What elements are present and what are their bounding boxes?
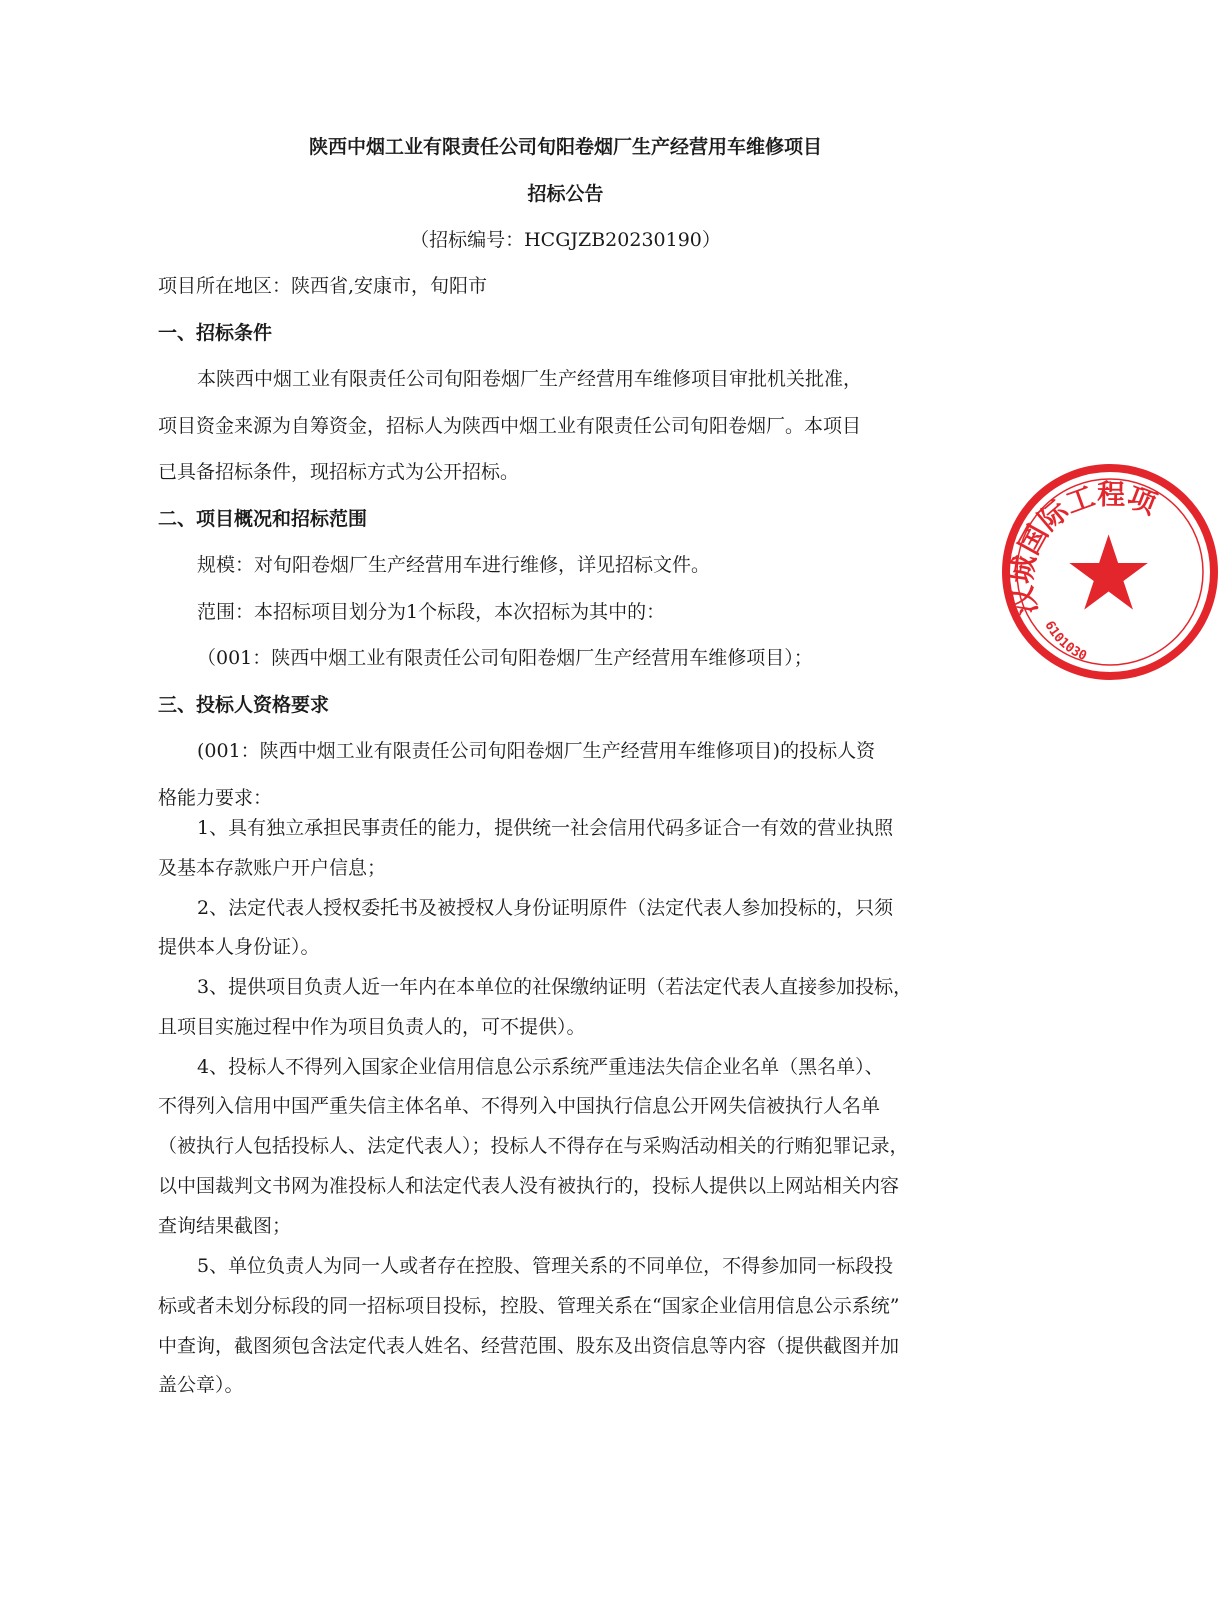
company-seal-icon	[1000, 462, 1220, 682]
requirement-1: 1、具有独立承担民事责任的能力，提供统一社会信用代码多证合一有效的营业执照	[197, 817, 894, 839]
section-2-scale: 规模：对旬阳卷烟厂生产经营用车进行维修，详见招标文件。	[197, 554, 711, 576]
section-2-heading: 二、项目概况和招标范围	[158, 508, 368, 530]
requirement-4: 以中国裁判文书网为准投标人和法定代表人没有被执行的，投标人提供以上网站相关内容	[158, 1175, 900, 1197]
requirement-4: （被执行人包括投标人、法定代表人）；投标人不得存在与采购活动相关的行贿犯罪记录，	[158, 1135, 909, 1157]
seal-number: 6101030	[1041, 618, 1089, 665]
requirement-5: 标或者未划分标段的同一招标项目投标，控股、管理关系在“国家企业信用信息公示系统”	[158, 1295, 900, 1317]
requirement-5: 中查询，截图须包含法定代表人姓名、经营范围、股东及出资信息等内容（提供截图并加	[158, 1335, 900, 1357]
requirement-5: 盖公章）。	[158, 1374, 244, 1396]
tender-code: （招标编号：HCGJZB20230190）	[410, 229, 721, 251]
requirement-5: 5、单位负责人为同一人或者存在控股、管理关系的不同单位，不得参加同一标段投	[197, 1255, 894, 1277]
document-subtitle: 招标公告	[527, 183, 604, 205]
section-3-intro: 格能力要求：	[158, 787, 273, 809]
section-1-text: 已具备招标条件，现招标方式为公开招标。	[158, 461, 520, 483]
section-3-intro: (001：陕西中烟工业有限责任公司旬阳卷烟厂生产经营用车维修项目)的投标人资	[197, 740, 876, 762]
seal-text: 汉城国际工程项	[1005, 477, 1161, 618]
section-1-text: 本陕西中烟工业有限责任公司旬阳卷烟厂生产经营用车维修项目审批机关批准，	[197, 368, 863, 390]
section-2-lot: （001：陕西中烟工业有限责任公司旬阳卷烟厂生产经营用车维修项目）；	[197, 647, 813, 669]
requirement-2: 提供本人身份证）。	[158, 936, 320, 958]
requirement-3: 3、提供项目负责人近一年内在本单位的社保缴纳证明（若法定代表人直接参加投标，	[197, 976, 913, 998]
project-region: 项目所在地区：陕西省,安康市，旬阳市	[158, 275, 488, 297]
requirement-2: 2、法定代表人授权委托书及被授权人身份证明原件（法定代表人参加投标的，只须	[197, 897, 894, 919]
section-2-scope: 范围：本招标项目划分为1个标段，本次招标为其中的：	[197, 601, 666, 623]
section-1-heading: 一、招标条件	[158, 322, 273, 344]
section-3-heading: 三、投标人资格要求	[158, 694, 330, 716]
requirement-4: 不得列入信用中国严重失信主体名单、不得列入中国执行信息公开网失信被执行人名单	[158, 1095, 881, 1117]
document-title: 陕西中烟工业有限责任公司旬阳卷烟厂生产经营用车维修项目	[308, 136, 822, 158]
requirement-3: 且项目实施过程中作为项目负责人的，可不提供）。	[158, 1016, 586, 1038]
section-1-text: 项目资金来源为自筹资金，招标人为陕西中烟工业有限责任公司旬阳卷烟厂。本项目	[158, 415, 862, 437]
requirement-4: 查询结果截图；	[158, 1215, 292, 1237]
requirement-1: 及基本存款账户开户信息；	[158, 857, 387, 879]
requirement-4: 4、投标人不得列入国家企业信用信息公示系统严重违法失信企业名单（黑名单）、	[197, 1056, 884, 1078]
